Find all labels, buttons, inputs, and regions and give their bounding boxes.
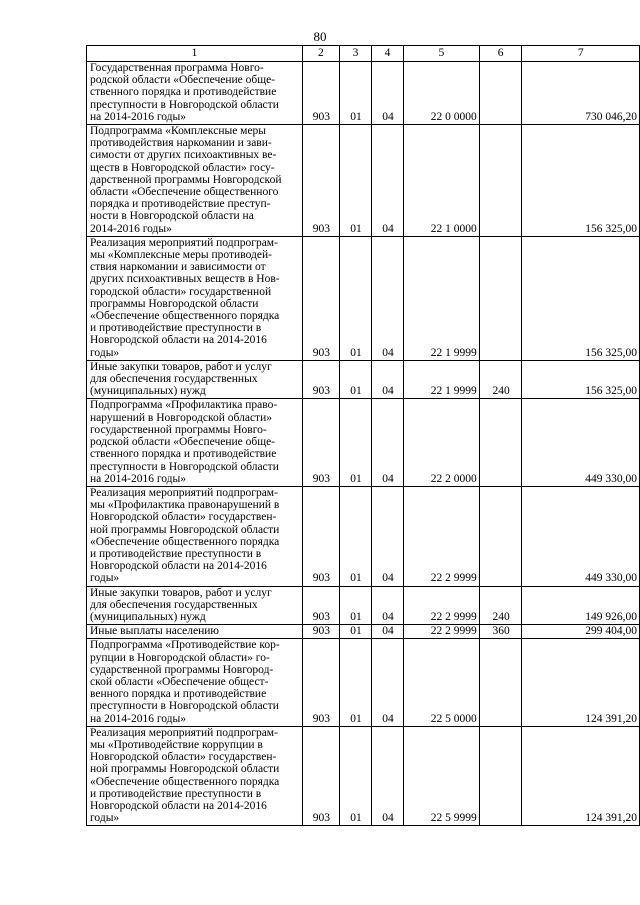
row-ministry: 903 (302, 586, 339, 625)
table-row (87, 586, 640, 625)
row-name: Реализация мероприятий подпрограм- мы «Комплексные меры противодей- ствия наркомании и зависимости от других психоактивных веществ в Нов- городской области» государственной программы Новгородской области «Обеспечение общественного порядка и противодействие преступности в Новгородской области на 2014-2016 годы» (87, 236, 303, 360)
row-target: 22 1 9999 (403, 360, 479, 399)
row-ministry: 903 (302, 360, 339, 399)
row-expense-type (479, 639, 522, 726)
row-subsection: 04 (371, 625, 403, 639)
row-expense-type (479, 726, 522, 826)
row-subsection: 04 (371, 62, 403, 125)
row-amount: 124 391,20 (522, 639, 640, 726)
row-section: 01 (339, 236, 371, 360)
row-expense-type (479, 125, 522, 237)
header-col-amount: 7 (522, 46, 640, 62)
row-subsection: 04 (371, 586, 403, 625)
row-name: Подпрограмма «Комплексные меры противодействия наркомании и зави- симости от других психоактивных ве- ществ в Новгородской области» госу- дарственной программы Новгородской области «Обеспечение общественного порядка и противодействие преступ- ности в Новгородской области на 2014-2016 годы» (87, 125, 303, 237)
table-row (87, 125, 640, 237)
row-target: 22 2 9999 (403, 486, 479, 586)
row-expense-type: 240 (479, 586, 522, 625)
page-number: 80 (313, 29, 327, 44)
row-ministry: 903 (302, 639, 339, 726)
row-ministry: 903 (302, 399, 339, 486)
row-section: 01 (339, 399, 371, 486)
row-amount: 299 404,00 (522, 625, 640, 639)
row-subsection: 04 (371, 399, 403, 486)
header-col-target: 5 (403, 46, 479, 62)
row-name: Реализация мероприятий подпрограм- мы «Противодействие коррупции в Новгородской области» государствен- ной программы Новгородской области «Обеспечение общественного порядка и противодействие преступности в Новгородской области на 2014-2016 годы» (87, 726, 303, 826)
row-ministry: 903 (302, 125, 339, 237)
header-col-subsection: 4 (371, 46, 403, 62)
row-amount: 156 325,00 (522, 236, 640, 360)
row-target: 22 0 0000 (403, 62, 479, 125)
header-col-ministry: 2 (302, 46, 339, 62)
table-row (87, 726, 640, 826)
row-expense-type: 240 (479, 360, 522, 399)
row-name: Государственная программа Новго- родской области «Обеспечение обще- ственного порядка и противодействие преступности в Новгородской области на 2014-2016 годы» (87, 62, 303, 125)
row-expense-type (479, 486, 522, 586)
table-row (87, 486, 640, 586)
table-row (87, 625, 640, 639)
row-subsection: 04 (371, 486, 403, 586)
row-subsection: 04 (371, 236, 403, 360)
row-section: 01 (339, 639, 371, 726)
row-subsection: 04 (371, 360, 403, 399)
row-subsection: 04 (371, 726, 403, 826)
row-ministry: 903 (302, 486, 339, 586)
row-target: 22 5 9999 (403, 726, 479, 826)
row-ministry: 903 (302, 236, 339, 360)
row-amount: 149 926,00 (522, 586, 640, 625)
row-section: 01 (339, 486, 371, 586)
budget-table (86, 45, 640, 826)
row-amount: 156 325,00 (522, 125, 640, 237)
row-target: 22 2 9999 (403, 586, 479, 625)
header-col-expense-type: 6 (479, 46, 522, 62)
row-expense-type (479, 399, 522, 486)
row-expense-type: 360 (479, 625, 522, 639)
row-amount: 730 046,20 (522, 62, 640, 125)
row-ministry: 903 (302, 62, 339, 125)
row-section: 01 (339, 360, 371, 399)
row-name: Подпрограмма «Профилактика право- нарушений в Новгородской области» государственной программы Новго- родской области «Обеспечение обще- ственного порядка и противодействие преступности в Новгородской области на 2014-2016 годы» (87, 399, 303, 486)
row-target: 22 2 9999 (403, 625, 479, 639)
row-amount: 124 391,20 (522, 726, 640, 826)
row-section: 01 (339, 62, 371, 125)
table-row (87, 399, 640, 486)
table-row (87, 639, 640, 726)
row-subsection: 04 (371, 125, 403, 237)
row-target: 22 2 0000 (403, 399, 479, 486)
row-amount: 449 330,00 (522, 486, 640, 586)
row-name: Иные выплаты населению (87, 625, 303, 639)
row-target: 22 1 9999 (403, 236, 479, 360)
row-section: 01 (339, 125, 371, 237)
row-target: 22 5 0000 (403, 639, 479, 726)
row-ministry: 903 (302, 625, 339, 639)
row-target: 22 1 0000 (403, 125, 479, 237)
row-expense-type (479, 236, 522, 360)
row-subsection: 04 (371, 639, 403, 726)
header-col-name: 1 (87, 46, 303, 62)
row-amount: 449 330,00 (522, 399, 640, 486)
row-section: 01 (339, 726, 371, 826)
row-name: Иные закупки товаров, работ и услуг для обеспечения государственных (муниципальных) нужд (87, 360, 303, 399)
row-section: 01 (339, 586, 371, 625)
row-expense-type (479, 62, 522, 125)
table-row (87, 62, 640, 125)
table-row (87, 360, 640, 399)
row-amount: 156 325,00 (522, 360, 640, 399)
row-name: Реализация мероприятий подпрограм- мы «Профилактика правонарушений в Новгородской области» государствен- ной программы Новгородской области «Обеспечение общественного порядка и противодействие преступности в Новгородской области на 2014-2016 годы» (87, 486, 303, 586)
header-col-section: 3 (339, 46, 371, 62)
header-row (87, 46, 640, 62)
row-ministry: 903 (302, 726, 339, 826)
row-name: Подпрограмма «Противодействие кор- рупции в Новгородской области» го- сударственной программы Новгород- ской области «Обеспечение общест- венного порядка и противодействие преступности в Новгородской области на 2014-2016 годы» (87, 639, 303, 726)
row-section: 01 (339, 625, 371, 639)
row-name: Иные закупки товаров, работ и услуг для обеспечения государственных (муниципальных) нужд (87, 586, 303, 625)
table-row (87, 236, 640, 360)
